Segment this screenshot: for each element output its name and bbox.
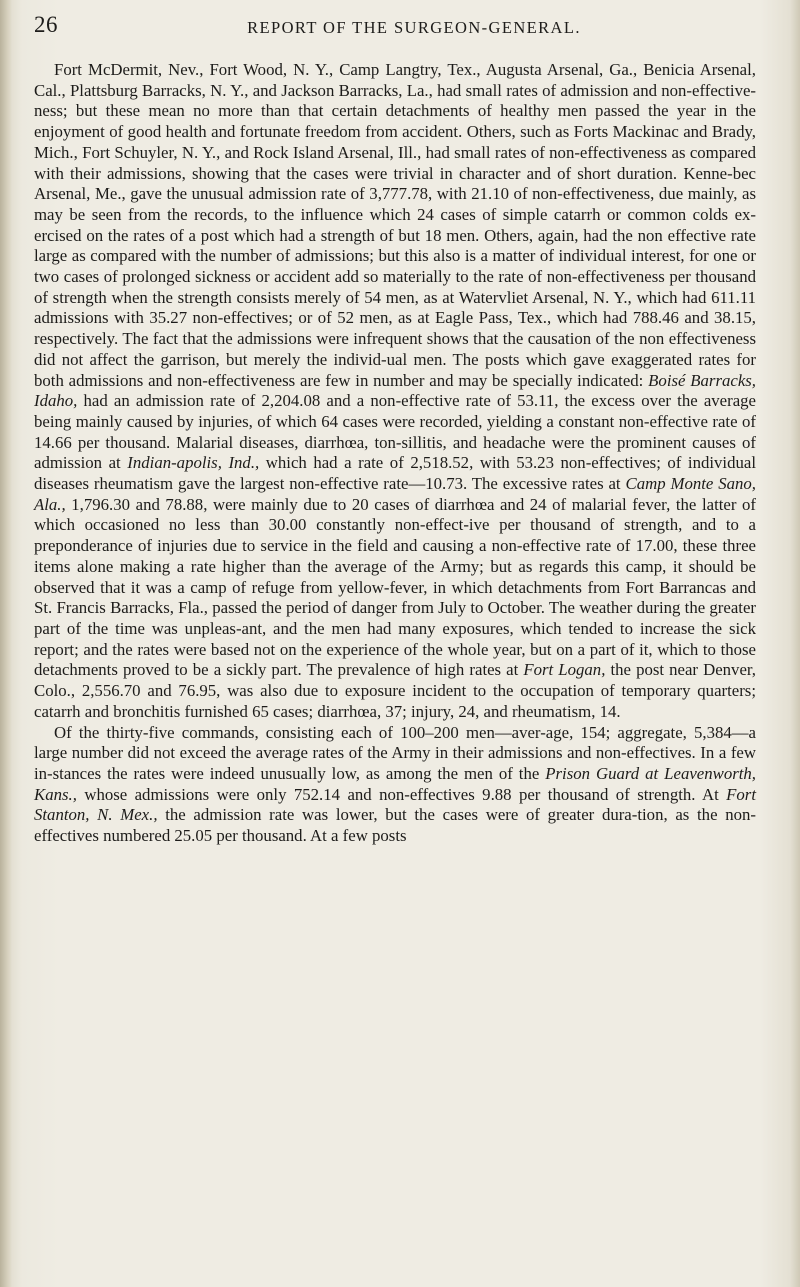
- text-run: the admission rate was lower, but the cases were of greater dura-tion, as the non-effectives numbered 25.05 per thousand. At a few posts: [34, 805, 756, 846]
- text-run: Of the thirty-five commands, consisting each of 100–200 men—aver-age, 154; aggregate, 5,384—a large number did not exceed the average rates of the Army in their admissions and non-effectives. In a few in-stances the rates were indeed unusually low, as among the men of the: [34, 722, 756, 783]
- text-run: the post near Denver, Colo., 2,556.70 and 76.95, was also due to exposure incident to the occupation of temporary quarters; catarrh and bronchitis furnished 65 cases; diarrhœa, 37; injury, 24, and rheumatism, 14.: [34, 660, 756, 721]
- paragraph: [34, 723, 756, 847]
- text-run: which had a rate of 2,518.52, with 53.23 non-effectives; of individual diseases rheumatism gave the largest non-effective rate—10.73. The excessive rates at: [34, 453, 756, 494]
- text-run: 1,796.30 and 78.88, were mainly due to 20 cases of diarrhœa and 24 of malarial fever, the latter of which occasioned no less than 30.00 constantly non-effect-ive per thousand of strength, and to a preponderance of injuries due to service in the field and causing a non-effective rate of 17.00, these three items alone making a rate higher than the average of the Army; but as regards this camp, it should be observed that it was a camp of refuge from yellow-fever, in which detachments from Fort Barrancas and St. Francis Barracks, Fla., passed the period of danger from July to October. The weather during the greater part of the time was unpleas-ant, and the men had many exposures, which tended to increase the sick report; and the rates were based not on the experience of the whole year, but on a part of it, which to those detachments proved to be a sickly part. The prevalence of high rates at: [34, 494, 756, 680]
- italic-place-name: Indian-apolis, Ind.,: [127, 453, 260, 473]
- body-text: [34, 60, 756, 847]
- italic-place-name: Fort Stanton, N. Mex.,: [34, 784, 756, 825]
- italic-place-name: Fort Logan,: [523, 660, 606, 680]
- text-run: Fort McDermit, Nev., Fort Wood, N. Y., Camp Langtry, Tex., Augusta Arsenal, Ga., Benicia Arsenal, Cal., Plattsburg Barracks, N. Y., and Jackson Barracks, La., had small rates of admission and non-effective-ness; but these mean no more than that certain detachments of healthy men passed the year in the enjoyment of good health and fortunate freedom from accident. Others, such as Forts Mackinac and Brady, Mich., Fort Schuyler, N. Y., and Rock Island Arsenal, Ill., had small rates of non-effectiveness as compared with their admissions, showing that the cases were trivial in character and of short duration. Kenne-bec Arsenal, Me., gave the unusual admission rate of 3,777.78, with 21.10 of non-effectiveness, due mainly, as may be seen from the records, to the influence which 24 cases of simple catarrh or common colds ex-ercised on the rates of a post which had a strength of but 18 men. Others, again, had the non effective rate large as compared with the number of admissions; but this also is a matter of individual interest, for one or two cases of prolonged sickness or accident add so materially to the rate of non-effectiveness per thousand of strength when the strength consists merely of 54 men, as at Watervliet Arsenal, N. Y., which had 611.11 admissions with 35.27 non-effectives; or of 52 men, as at Eagle Pass, Tex., which had 788.46 and 38.15, respectively. The fact that the admissions were infrequent shows that the causation of the non effectiveness did not affect the garrison, but merely the individ-ual men. The posts which gave exaggerated rates for both admissions and non-effectiveness are few in number and may be specially indicated:: [34, 60, 756, 390]
- page-number: 26: [34, 12, 58, 37]
- text-run: whose admissions were only 752.14 and non-effectives 9.88 per thousand of strength. At: [76, 784, 727, 804]
- italic-place-name: Camp Monte Sano, Ala.,: [34, 474, 756, 514]
- italic-place-name: Prison Guard at Leavenworth, Kans.,: [34, 763, 756, 804]
- page-header: [34, 10, 754, 40]
- paragraph: [34, 60, 756, 723]
- text-run: had an admission rate of 2,204.08 and a non-effective rate of 53.11, the excess over the average being mainly caused by injuries, of which 64 cases were recorded, yielding a constant non-effective rate of 14.66 per thousand. Malarial diseases, diarrhœa, ton-sillitis, and headache were the prominent causes of admission at: [34, 391, 756, 473]
- italic-place-name: Boisé Barracks, Idaho,: [34, 370, 756, 411]
- page-binding-shadow: [0, 0, 12, 1287]
- running-title: REPORT OF THE SURGEON-GENERAL.: [247, 18, 581, 37]
